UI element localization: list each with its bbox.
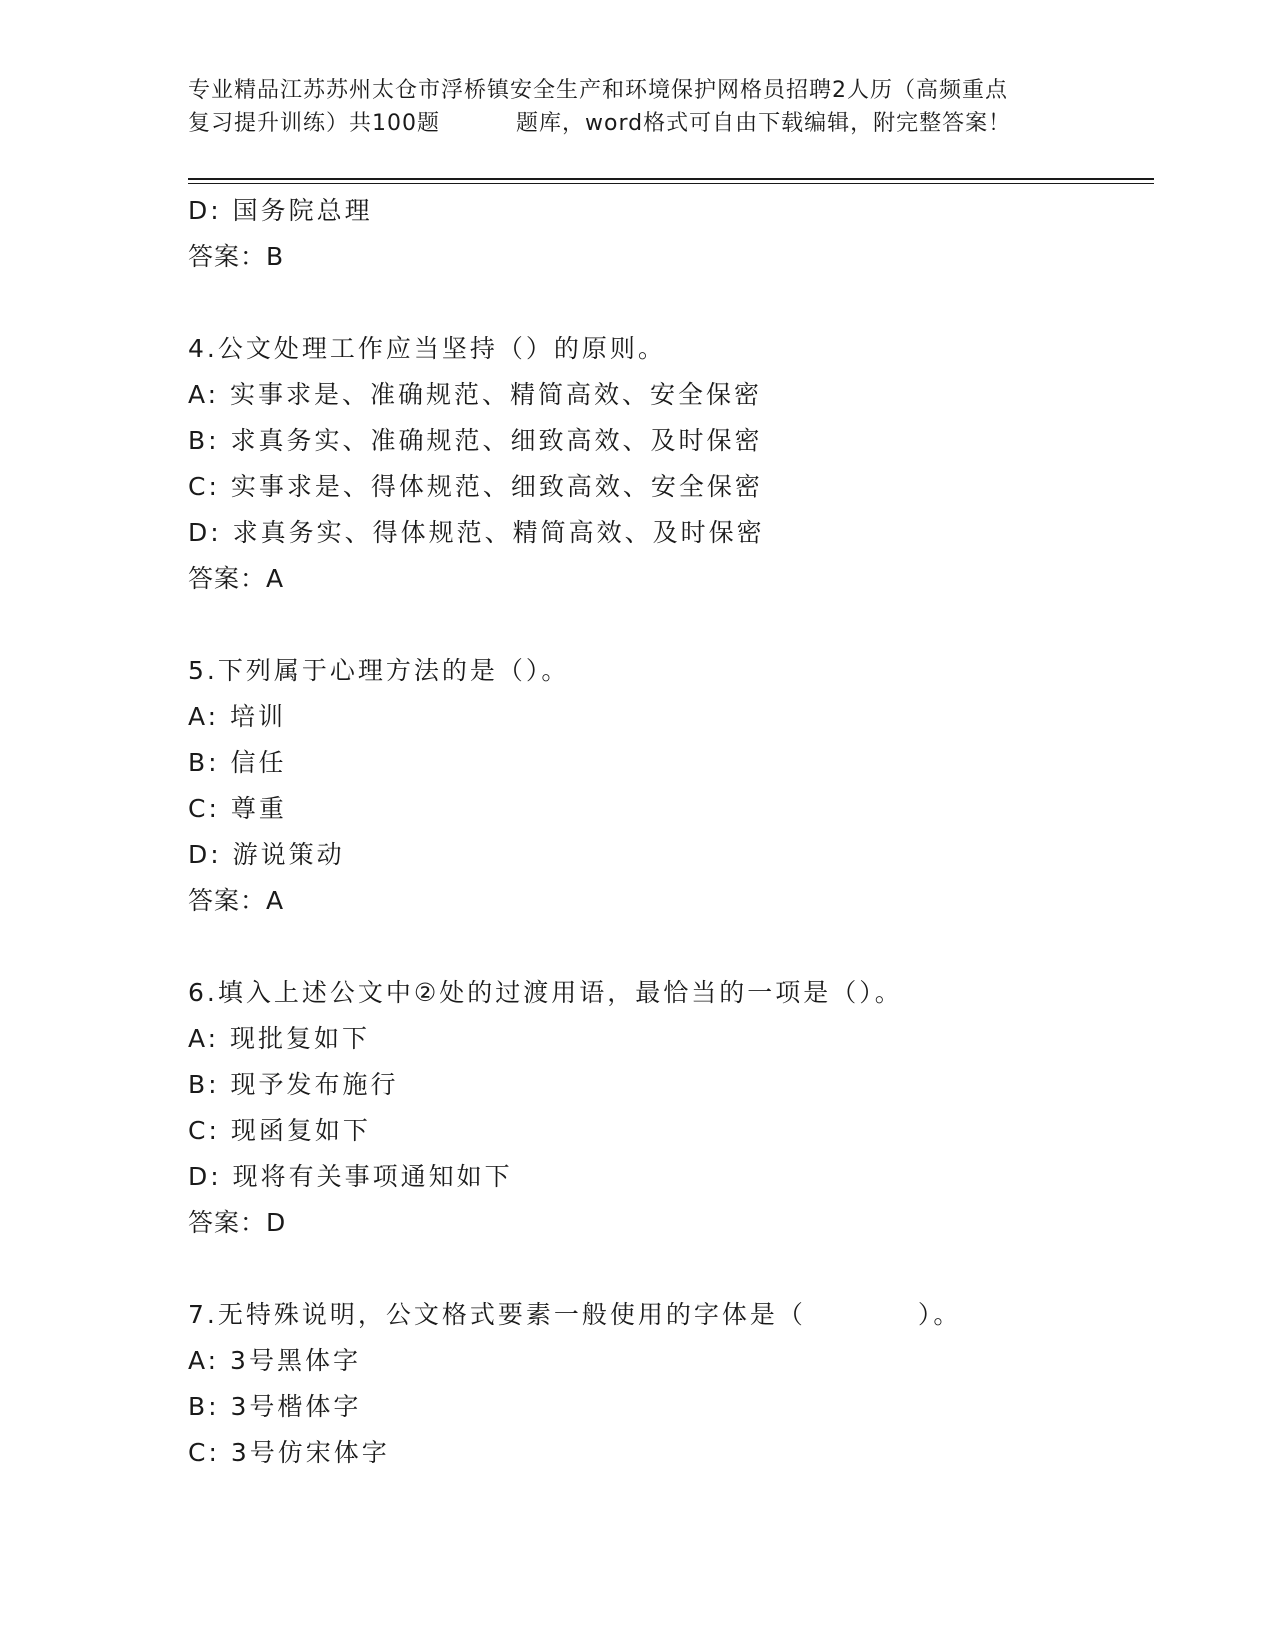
question-stem: 4.公文处理工作应当坚持（）的原则。 <box>188 334 666 363</box>
question-list <box>188 188 1148 1476</box>
option-a: A: 实事求是、准确规范、精简高效、安全保密 <box>188 380 763 409</box>
option-b: B: 求真务实、准确规范、细致高效、及时保密 <box>188 426 763 455</box>
answer: 答案：B <box>188 242 285 271</box>
question-block-4 <box>188 326 1148 602</box>
header-title-line-2 <box>188 107 1088 140</box>
question-block-6 <box>188 970 1148 1246</box>
option-a: A: 培训 <box>188 702 287 731</box>
header-rule-thin <box>188 183 1154 184</box>
answer: 答案：A <box>188 564 285 593</box>
option-a: A: 3号黑体字 <box>188 1346 361 1375</box>
option-d: D: 游说策动 <box>188 840 345 869</box>
option-b: B: 现予发布施行 <box>188 1070 399 1099</box>
header-title-line-2-start: 复习提升训练）共100题 <box>188 111 440 136</box>
page-header <box>188 74 1088 140</box>
option-c: C: 现函复如下 <box>188 1116 371 1145</box>
header-title-line-1: 专业精品江苏苏州太仓市浮桥镇安全生产和环境保护网格员招聘2人历（高频重点 <box>188 78 1008 103</box>
question-stem: 6.填入上述公文中②处的过渡用语，最恰当的一项是（）。 <box>188 978 903 1007</box>
option-d: D: 国务院总理 <box>188 196 373 225</box>
header-title-line-2-end: 题库，word格式可自由下载编辑，附完整答案！ <box>516 111 1012 136</box>
question-block-7 <box>188 1292 1148 1476</box>
option-b: B: 信任 <box>188 748 287 777</box>
option-c: C: 尊重 <box>188 794 287 823</box>
question-stem: 5.下列属于心理方法的是（）。 <box>188 656 570 685</box>
question-block-3-tail <box>188 188 1148 280</box>
option-d: D: 求真务实、得体规范、精简高效、及时保密 <box>188 518 765 547</box>
header-rule-thick <box>188 178 1154 180</box>
option-c: C: 实事求是、得体规范、细致高效、安全保密 <box>188 472 763 501</box>
option-a: A: 现批复如下 <box>188 1024 371 1053</box>
option-c: C: 3号仿宋体字 <box>188 1438 390 1467</box>
answer: 答案：A <box>188 886 285 915</box>
question-stem: 7.无特殊说明，公文格式要素一般使用的字体是（ ）。 <box>188 1300 962 1329</box>
question-block-5 <box>188 648 1148 924</box>
answer: 答案：D <box>188 1208 287 1237</box>
option-d: D: 现将有关事项通知如下 <box>188 1162 513 1191</box>
option-b: B: 3号楷体字 <box>188 1392 362 1421</box>
